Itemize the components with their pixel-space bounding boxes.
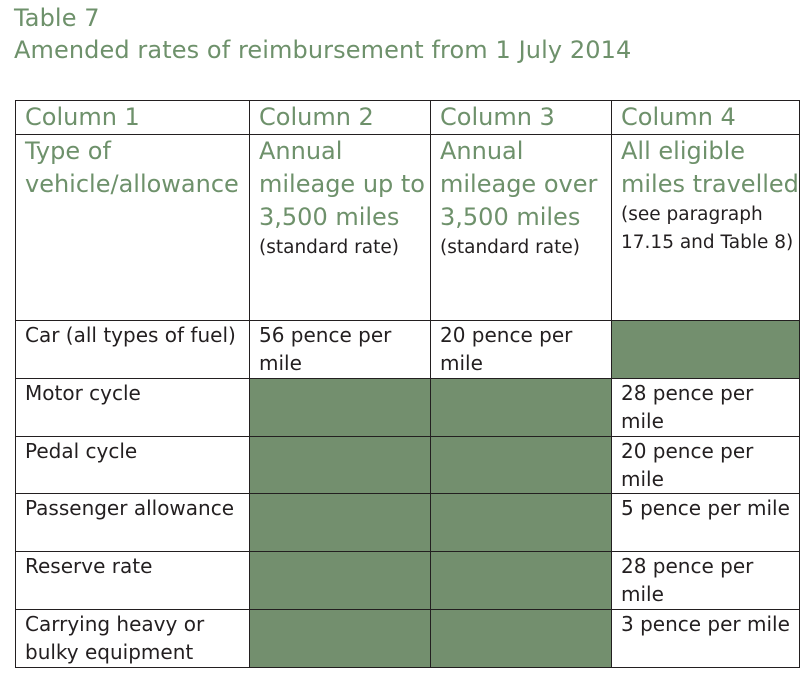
column-description-4: [612, 135, 800, 321]
shaded-empty-cell: [250, 436, 431, 494]
vehicle-type-cell: Pedal cycle: [16, 436, 250, 494]
table-row-pedal-cycle: [16, 436, 800, 494]
shaded-empty-cell: [431, 436, 612, 494]
table-row-motor-cycle: [16, 378, 800, 436]
column-description-main: Annual mileage over 3,500 miles: [440, 137, 598, 231]
column-description-2: [250, 135, 431, 321]
column-description-1: [16, 135, 250, 321]
table-row-passenger-allowance: [16, 494, 800, 552]
shaded-empty-cell: [431, 609, 612, 667]
rate-over-3500-cell: 20 pence per mile: [431, 321, 612, 379]
column-description-main: All eligible miles travelled: [621, 137, 799, 198]
column-description-row: [16, 135, 800, 321]
rate-all-miles-cell: 5 pence per mile: [612, 494, 800, 552]
vehicle-type-cell: Car (all types of fuel): [16, 321, 250, 379]
column-description-note: (standard rate): [440, 237, 580, 258]
table-number: Table 7: [14, 4, 100, 32]
column-header-3: Column 3: [431, 101, 612, 135]
shaded-empty-cell: [612, 321, 800, 379]
shaded-empty-cell: [431, 552, 612, 610]
table-row-heavy-equipment: [16, 609, 800, 667]
reimbursement-rates-table: [15, 100, 800, 668]
column-description-main: Type of vehicle/allowance: [25, 137, 239, 198]
rate-all-miles-cell: 28 pence per mile: [612, 378, 800, 436]
table-row-reserve-rate: [16, 552, 800, 610]
column-header-4: Column 4: [612, 101, 800, 135]
shaded-empty-cell: [431, 378, 612, 436]
table-caption: [14, 2, 631, 66]
table-row-car: [16, 321, 800, 379]
rate-all-miles-cell: 20 pence per mile: [612, 436, 800, 494]
shaded-empty-cell: [250, 552, 431, 610]
vehicle-type-cell: Reserve rate: [16, 552, 250, 610]
column-header-2: Column 2: [250, 101, 431, 135]
vehicle-type-cell: Carrying heavy or bulky equipment: [16, 609, 250, 667]
rate-all-miles-cell: 3 pence per mile: [612, 609, 800, 667]
column-header-1: Column 1: [16, 101, 250, 135]
vehicle-type-cell: Passenger allowance: [16, 494, 250, 552]
column-description-note: (standard rate): [259, 237, 399, 258]
table-title: Amended rates of reimbursement from 1 July 2014: [14, 36, 632, 64]
rate-all-miles-cell: 28 pence per mile: [612, 552, 800, 610]
vehicle-type-cell: Motor cycle: [16, 378, 250, 436]
shaded-empty-cell: [250, 378, 431, 436]
shaded-empty-cell: [250, 609, 431, 667]
rate-up-to-3500-cell: 56 pence per mile: [250, 321, 431, 379]
shaded-empty-cell: [431, 494, 612, 552]
column-number-row: [16, 101, 800, 135]
shaded-empty-cell: [250, 494, 431, 552]
column-description-main: Annual mileage up to 3,500 miles: [259, 137, 425, 231]
column-description-note: (see paragraph 17.15 and Table 8): [621, 204, 794, 253]
column-description-3: [431, 135, 612, 321]
